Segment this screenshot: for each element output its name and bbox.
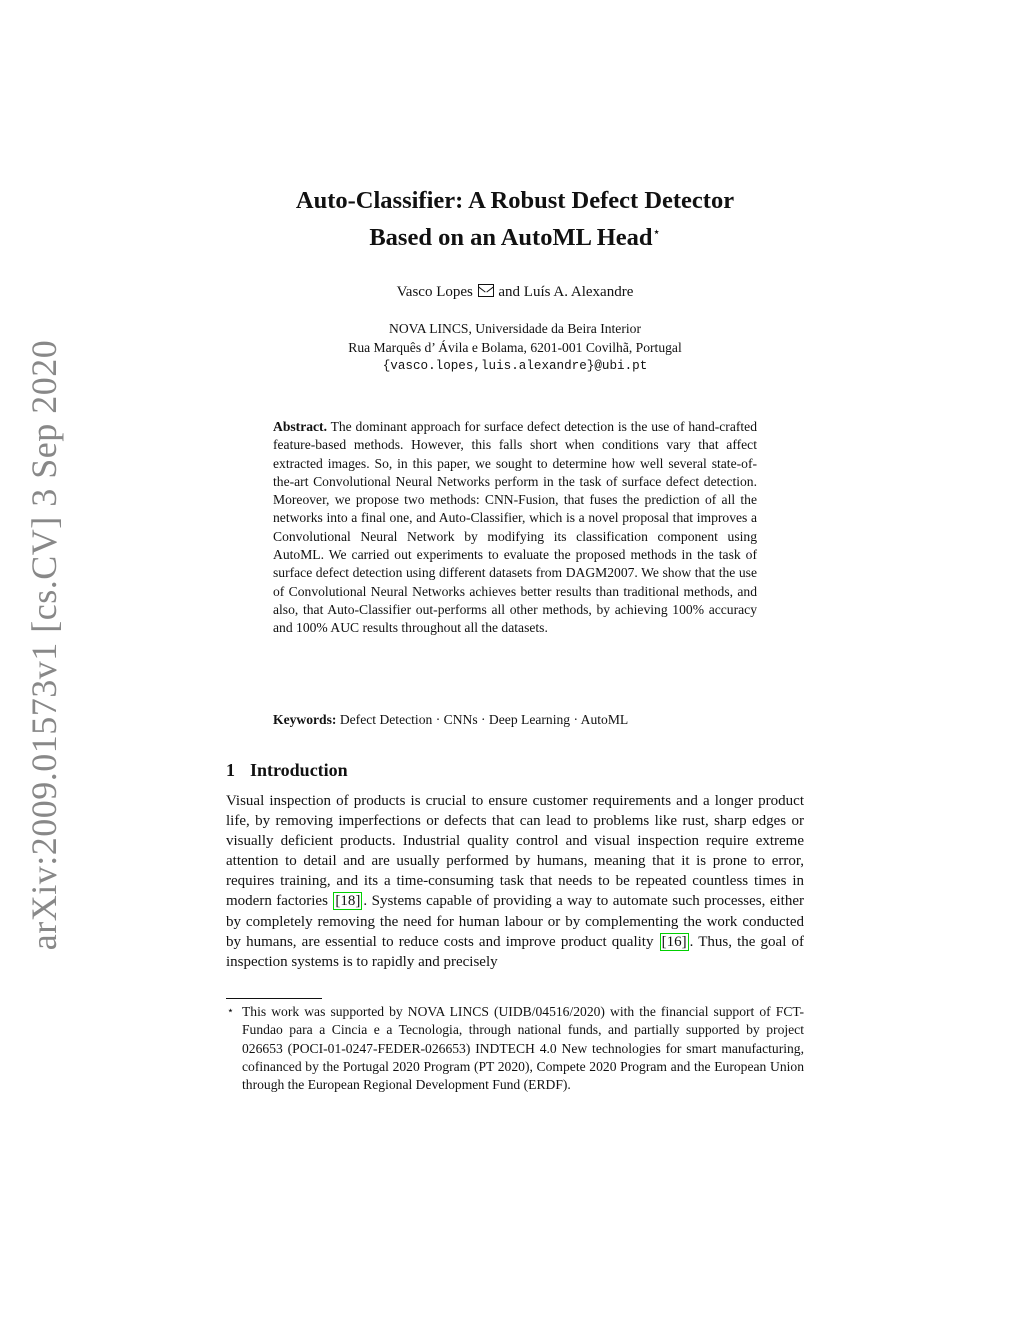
section-heading [226,760,348,781]
abstract-label: Abstract. [273,419,327,434]
paper-title [200,185,830,253]
affiliation-email: {vasco.lopes,luis.alexandre}@ubi.pt [382,359,648,373]
section-number: 1 [226,760,235,780]
affiliation-institution: NOVA LINCS, Universidade da Beira Interior [389,321,641,336]
title-line-2 [200,216,830,253]
envelope-icon [478,284,494,297]
introduction-paragraph [226,791,804,972]
body-text-part-2: . Systems capable of providing a way to automate such processes, either by completely removing the need for human labour or by complementing the work conducted by humans, are essential to reduce costs and improve product quality [226,893,804,950]
title-line-2-text: Based on an AutoML Head [369,224,653,252]
title-footnote-marker: ⋆ [652,224,661,239]
section-title: Introduction [250,760,348,780]
citation-link-16[interactable]: [16] [661,933,687,950]
keywords-block [273,711,757,729]
title-line-1: Auto-Classifier: A Robust Defect Detector [295,187,735,214]
footnote-text: This work was supported by NOVA LINCS (UIDB/04516/2020) with the financial support of FCT-Fundao para a Cincia e a Tecnologia, through national funds, and partially supported by project 026653 (POCI-01-0247-FEDER-026653) INDTECH 4.0 New technologies for smart manufacturing, cofinanced by the Portugal 2020 Program (PT 2020), Compete 2020 Program and the European Union through the European Regional Development Fund (ERDF). [242,1004,804,1093]
author-first: Vasco Lopes [396,284,473,300]
arxiv-identifier-stamp: arXiv:2009.01573v1 [cs.CV] 3 Sep 2020 [24,339,64,951]
abstract-block [273,418,757,638]
citation-link-18[interactable]: [18] [335,893,361,910]
footnote-marker: ⋆ [227,1005,234,1017]
affiliation-address: Rua Marquês d’ Ávila e Bolama, 6201-001 Covilhã, Portugal [348,340,682,355]
body-text-part-1: Visual inspection of products is crucial to ensure customer requirements and a longer product life, by removing imperfections or defects that can lead to problems like rust, sharp edges or visually deficient products. Industrial quality control and visual inspection require extreme attention to detail and are usually performed by humans, meaning that it is prone to error, requires training, and its a time-consuming task that needs to be repeated countless times in modern factories [226,793,804,910]
keywords-label: Keywords: [273,712,337,727]
affiliation-block [200,319,830,376]
footnote-rule [226,998,322,999]
keywords-text: Defect Detection · CNNs · Deep Learning · AutoML [336,712,629,727]
abstract-text: The dominant approach for surface defect detection is the use of hand-crafted feature-based methods. However, this falls short when conditions vary that affect extracted images. So, in this paper, we sought to determine how well several state-of-the-art Convolutional Neural Networks perform in the task of surface defect detection. Moreover, we propose two methods: CNN-Fusion, that fuses the prediction of all the networks into a final one, and Auto-Classifier, which is a novel proposal that improves a Convolutional Neural Network by modifying its classification component using AutoML. We carried out experiments to evaluate the proposed methods in the task of surface defect detection using different datasets from DAGM2007. We show that the use of Convolutional Neural Networks achieves better results than traditional methods, and also, that Auto-Classifier out-performs all other methods, by achieving 100% accuracy and 100% AUC results throughout all the datasets. [273,419,757,636]
author-list [200,284,830,301]
footnote [226,1003,804,1094]
body-text-part-3: . Thus, the goal of inspection systems is to rapidly and precisely [226,933,804,970]
author-rest: and Luís A. Alexandre [498,284,634,300]
